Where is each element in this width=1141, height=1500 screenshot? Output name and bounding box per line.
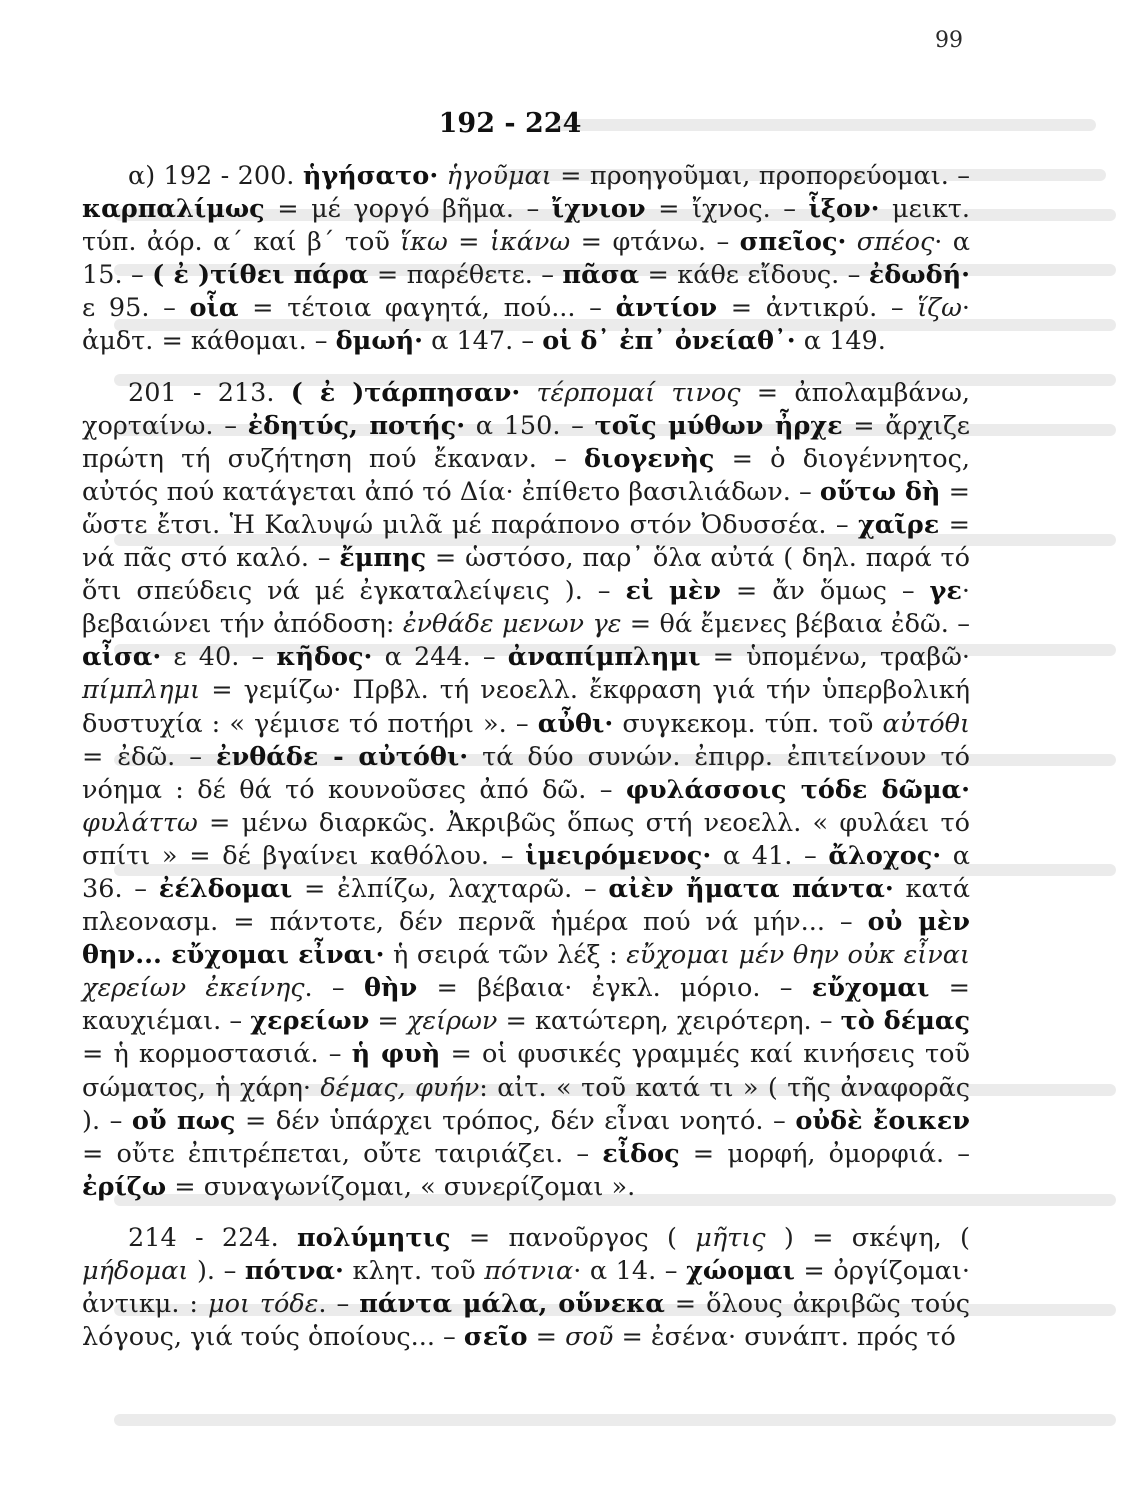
- quoted-form: ἱκάνω: [489, 227, 571, 258]
- lemma: χώομαι: [686, 1256, 795, 1286]
- gloss-text: = προηγοῦμαι, προπορεύομαι. –: [551, 161, 971, 191]
- gloss-text: = μέ γοργό βῆμα. –: [264, 194, 552, 225]
- gloss-text: [520, 378, 536, 408]
- gloss-text: : αἰτ. « τοῦ κατά τι » ( τῆς ἀναφορᾶς ). –: [82, 1072, 970, 1136]
- lemma: τὸ δέμας: [840, 1006, 971, 1037]
- gloss-text: = ὀργίζομαι· ἀντικμ. :: [82, 1256, 971, 1320]
- page-number: 99: [935, 28, 963, 53]
- gloss-text: μεικτ. τύπ. ἀόρ. α΄ καί β΄ τοῦ: [82, 194, 970, 258]
- lemma: διογενὴς: [584, 443, 715, 474]
- gloss-text: = συναγωνίζομαι, « συνερίζομαι ».: [166, 1171, 636, 1202]
- gloss-text: · ἀμδτ. = κάθομαι. –: [82, 293, 970, 357]
- quoted-form: ἵζω: [917, 293, 962, 324]
- gloss-text: συγκεκομ. τύπ. τοῦ: [613, 708, 883, 739]
- lemma: οὐδὲ ἔοικεν: [795, 1105, 971, 1136]
- lemma: οἷα: [189, 293, 239, 324]
- gloss-text: = ὁ διογέννητος, αὐτός πού κατάγεται ἀπό τό Δία· ἐπίθετο βασιλιάδων. –: [82, 443, 970, 507]
- lemma: ( ἐ )τάρπησαν·: [290, 377, 521, 408]
- gloss-text: = δέν ὑπάρχει τρόπος, δέν εἶναι νοητό. –: [235, 1105, 796, 1136]
- lemma: οἱ δ᾽ ἐπ᾽ ὀνείαθ᾽·: [542, 326, 796, 357]
- lemma: πότνα·: [244, 1256, 344, 1286]
- quoted-form: εὔχομαι μέν θην οὐκ εἶναι χερείων ἐκείνης: [82, 940, 970, 1004]
- gloss-text: = μένω διαρκῶς. Ἀκριβῶς ὅπως στή νεοελλ. « φυλάει τό σπίτι » = δέ βγαίνει καθόλου. –: [82, 807, 970, 871]
- lemma: καρπαλίμως: [82, 194, 265, 225]
- lemma: ἐδωδή·: [868, 260, 971, 291]
- paragraph-214-224: [82, 1222, 970, 1354]
- gloss-text: κατά πλεονασμ. = πάντοτε, δέν περνᾶ ἡμέρα πού νά μήν... –: [82, 873, 970, 938]
- gloss-text: = μορφή, ὀμορφιά. –: [679, 1138, 970, 1169]
- gloss-text: . –: [318, 1289, 360, 1320]
- lemma: οὔ πως: [131, 1105, 236, 1136]
- lemma: αἰὲν ἤματα πάντα·: [608, 873, 894, 904]
- lemma: ἱμειρόμενος·: [525, 840, 712, 871]
- quoted-form: ἡγοῦμαι: [446, 161, 552, 191]
- gloss-text: α 147. –: [423, 326, 543, 357]
- gloss-text: = ὅλους ἀκριβῶς τούς λόγους, γιά τούς ὁποίους... –: [82, 1289, 970, 1353]
- lemma: φυλάσσοις τόδε δῶμα·: [625, 774, 970, 805]
- gloss-text: = ἐλπίζω, λαχταρῶ. –: [292, 873, 609, 904]
- lemma: πᾶσα: [562, 260, 640, 291]
- gloss-text: = παρέθετε. –: [368, 260, 563, 291]
- gloss-text: [438, 161, 446, 191]
- gloss-text: κλητ. τοῦ: [343, 1256, 485, 1286]
- gloss-text: α 149.: [795, 326, 886, 357]
- gloss-text: = κάθε εἴδους. –: [639, 260, 869, 291]
- gloss-text: = ἀντικρύ. –: [717, 293, 918, 324]
- gloss-text: = βέβαια· ἐγκλ. μόριο. –: [417, 973, 812, 1004]
- gloss-text: =: [369, 1006, 407, 1037]
- gloss-text: = θά ἔμενες βέβαια ἐδῶ. –: [621, 609, 970, 640]
- gloss-text: · α 15. –: [82, 227, 971, 291]
- quoted-form: αὐτόθι: [882, 708, 971, 739]
- lemma: ἄλοχος·: [828, 840, 942, 871]
- lemma: ἐέλδομαι: [158, 873, 293, 904]
- quoted-form: σοῦ: [565, 1322, 614, 1353]
- lemma: χερείων: [250, 1006, 370, 1037]
- gloss-text: ) = σκέψη, (: [765, 1222, 970, 1253]
- gloss-text: = καυχιέμαι. –: [82, 973, 970, 1037]
- gloss-text: = ἴχνος. –: [645, 194, 809, 225]
- gloss-text: τά δύο συνών. ἐπιρρ. ἐπιτείνουν τό νόημα : δέ θά τό κουνοῦσες ἀπό δῶ. –: [82, 741, 970, 805]
- quoted-form: δέμας, φυήν: [320, 1072, 480, 1103]
- lemma: σπεῖος·: [739, 227, 847, 258]
- lemma: δμωή·: [335, 326, 424, 357]
- gloss-text: ε 95. –: [82, 293, 190, 324]
- gloss-text: = ὡστόσο, παρ᾽ ὅλα αὐτά ( δηλ. παρά τό ὅτι σπεύδεις νά μέ ἐγκαταλείψεις ). –: [82, 543, 971, 607]
- lemma: ἐδητύς, ποτής·: [247, 410, 466, 441]
- gloss-text: = ἐσένα· συνάπτ. πρός τό: [613, 1322, 956, 1353]
- gloss-text: ε 40. –: [161, 642, 277, 673]
- paragraph-201-213: [82, 377, 970, 1204]
- gloss-text: [846, 227, 856, 257]
- gloss-text: ἡ σειρά τῶν λέξ :: [384, 940, 627, 971]
- gloss-text: = ὑπομένω, τραβῶ·: [700, 642, 971, 673]
- gloss-text: = ἄν ὅμως –: [720, 576, 930, 607]
- quoted-form: τέρπομαί τινος: [536, 377, 741, 408]
- gloss-text: = ἡ κορμοστασιά. –: [82, 1039, 352, 1070]
- lemma: πάντα μάλα, οὕνεκα: [359, 1289, 665, 1320]
- lemma: ἷξον·: [808, 194, 880, 225]
- lemma: αὖθι·: [537, 708, 614, 739]
- quoted-form: ἐνθάδε μενων γε: [402, 609, 622, 640]
- gloss-text: = ἀπολαμβάνω, χορταίνω. –: [82, 377, 971, 441]
- lemma: οὕτω δὴ: [819, 476, 941, 507]
- section-heading: 192 - 224: [438, 108, 582, 139]
- gloss-text: α 150. –: [465, 410, 595, 441]
- gloss-text: · βεβαιώνει τήν ἀπόδοση:: [82, 576, 970, 640]
- quoted-form: μῆτις: [695, 1222, 766, 1253]
- gloss-text: ). –: [188, 1256, 245, 1286]
- lemma: γε: [929, 576, 962, 607]
- gloss-text: = οὔτε ἐπιτρέπεται, οὔτε ταιριάζει. –: [82, 1138, 603, 1169]
- lemma: ἀντίον: [615, 293, 718, 324]
- gloss-text: = κατώτερη, χειρότερη. –: [497, 1006, 841, 1037]
- gloss-text: = γεμίζω· Πρβλ. τή νεοελλ. ἔκφραση γιά τήν ὑπερβολική δυστυχία : « γέμισε τό ποτήρι ». –: [82, 675, 970, 739]
- lemma: ἡ φυὴ: [351, 1039, 441, 1070]
- gloss-text: = οἱ φυσικές γραμμές καί κινήσεις τοῦ σώματος, ἡ χάρη·: [82, 1039, 970, 1103]
- gloss-text: α 244. –: [372, 642, 508, 673]
- gloss-text: = ἄρχιζε πρώτη τή συζήτηση πού ἔκαναν. –: [82, 410, 970, 474]
- lemma: ἐρίζω: [82, 1171, 167, 1202]
- lemma: πολύμητις: [297, 1222, 451, 1253]
- gloss-text: =: [527, 1322, 566, 1353]
- gloss-text: 214 - 224.: [128, 1222, 298, 1253]
- gloss-text: α) 192 - 200.: [128, 161, 303, 191]
- lemma: ( ἐ )τίθει πάρα: [152, 260, 369, 291]
- gloss-text: = πανοῦργος (: [450, 1222, 696, 1253]
- lemma: χαῖρε: [858, 509, 940, 540]
- quoted-form: πότνια: [484, 1256, 574, 1286]
- gloss-text: 201 - 213.: [128, 377, 291, 408]
- gloss-text: = νά πᾶς στό καλό. –: [82, 509, 970, 574]
- lemma: εἰ μὲν: [625, 576, 721, 607]
- lemma: τοῖς μύθων ἦρχε: [594, 410, 843, 441]
- quoted-form: φυλάττω: [82, 807, 198, 838]
- lemma: θὴν: [363, 973, 418, 1004]
- lemma: οὐ μὲν θην... εὔχομαι εἶναι·: [82, 907, 970, 971]
- paragraph-192-200: [82, 160, 970, 359]
- lemma: ἴχνιον: [551, 194, 646, 225]
- lemma: σεῖο: [463, 1322, 528, 1353]
- gloss-text: . –: [304, 973, 364, 1004]
- gloss-text: α 41. –: [711, 840, 829, 871]
- gloss-text: = ἐδῶ. –: [82, 741, 216, 772]
- lemma: αἶσα·: [82, 642, 162, 673]
- lemma: ἔμπης: [339, 543, 427, 574]
- lemma: κῆδος·: [276, 642, 373, 673]
- gloss-text: · α 14. –: [573, 1256, 687, 1286]
- quoted-form: σπέος: [856, 227, 935, 258]
- lemma: εὔχομαι: [811, 973, 930, 1004]
- gloss-text: =: [447, 227, 490, 258]
- quoted-form: πίμπλημι: [82, 675, 201, 706]
- gloss-text: = φτάνω. –: [570, 227, 740, 258]
- quoted-form: μήδομαι: [82, 1256, 189, 1286]
- lemma: εἶδος: [602, 1138, 680, 1169]
- quoted-form: μοι τόδε: [208, 1289, 319, 1320]
- quoted-form: χείρων: [406, 1006, 498, 1037]
- commentary-body: [82, 160, 970, 1354]
- gloss-text: = τέτοια φαγητά, πού... –: [238, 293, 616, 324]
- gloss-text: α 36. –: [82, 840, 971, 904]
- quoted-form: ἵκω: [400, 227, 448, 258]
- lemma: ἡγήσατο·: [302, 161, 439, 191]
- lemma: ἐνθάδε - αὐτόθι·: [216, 741, 469, 772]
- lemma: ἀναπίμπλημι: [507, 642, 701, 673]
- gloss-text: = ὥστε ἔτσι. Ἡ Καλυψώ μιλᾶ μέ παράπονο στόν Ὀδυσσέα. –: [82, 476, 970, 540]
